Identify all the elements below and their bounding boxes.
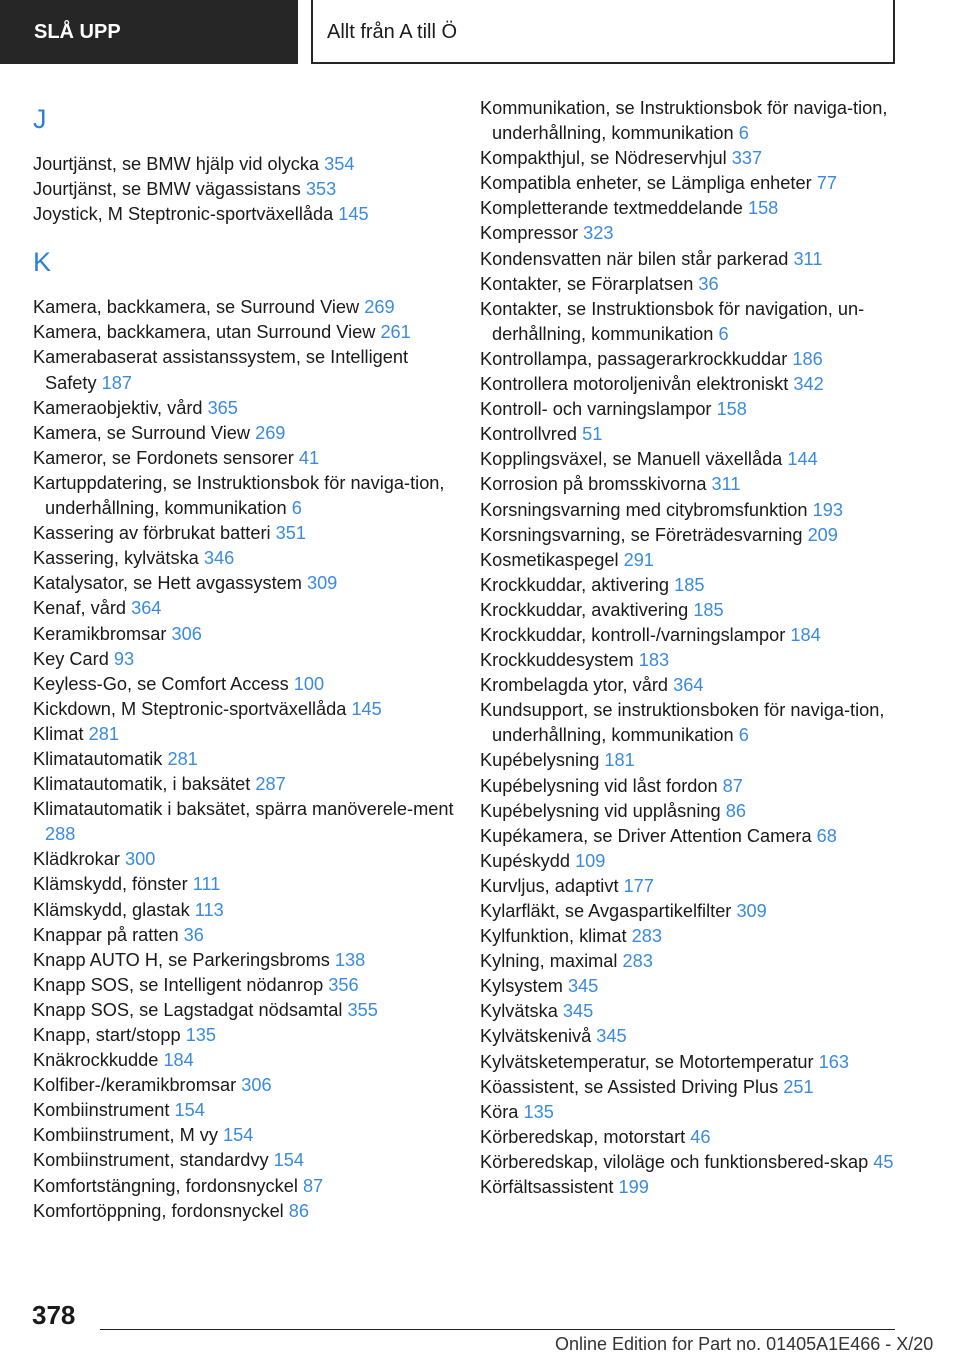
index-entry [480, 899, 900, 924]
entry-text: Klämskydd, glastak [33, 899, 190, 920]
entry-text: Kupéskydd [480, 850, 570, 871]
page-link[interactable]: 337 [731, 148, 763, 169]
entry-text: Kurvljus, adaptivt [480, 875, 619, 896]
entry-text: Krockkuddesystem [480, 650, 634, 671]
page-link[interactable]: 183 [638, 650, 670, 671]
index-entry [480, 347, 900, 372]
entry-text: Krockkuddar, aktivering [480, 574, 670, 595]
entry-text: Klämskydd, fönster [33, 874, 188, 895]
index-entry [33, 1174, 463, 1199]
index-entry [33, 672, 463, 697]
entry-text: Kickdown, M Steptronic-sportväxellåda [33, 698, 347, 719]
index-entry [33, 571, 463, 596]
index-entry [33, 747, 463, 772]
index-entry [33, 697, 463, 722]
index-entry [33, 320, 463, 345]
section-letter: K [33, 247, 52, 278]
index-entry [480, 698, 900, 748]
entry-text: Kassering av förbrukat batteri [33, 523, 271, 544]
entry-text: Krombelagda ytor, vård [480, 675, 669, 696]
page-link[interactable]: 300 [125, 849, 156, 870]
entry-text: Katalysator, se Hett avgassystem [33, 573, 302, 594]
page-link[interactable]: 283 [631, 926, 662, 947]
entry-text: Kosmetikaspegel [480, 549, 619, 570]
entry-text: Kameraobjektiv, vård [33, 397, 203, 418]
index-entry [33, 1073, 463, 1098]
page-link[interactable]: 365 [207, 397, 238, 418]
entry-text: Krockkuddar, kontroll-/varningslampor [480, 624, 786, 645]
index-entry [33, 1123, 463, 1148]
footer-text: Online Edition for Part no. 01405A1E466 - X/20 [555, 1334, 934, 1354]
entry-text: Korrosion på bromsskivorna [480, 474, 707, 495]
index-column-right [480, 96, 900, 1200]
page-link[interactable]: 342 [793, 374, 824, 395]
entry-text: Kombiinstrument, M vy [33, 1125, 218, 1146]
page-link[interactable]: 345 [567, 976, 599, 997]
entry-text: Kompressor [480, 223, 579, 244]
entry-text: Körberedskap, viloläge och funktionsbered-skap [480, 1151, 869, 1172]
entry-text: Kylvätskenivå [480, 1026, 592, 1047]
entry-text: Knapp SOS, se Lagstadgat nödsamtal [33, 999, 343, 1020]
page-link[interactable]: 288 [45, 824, 76, 845]
page-link[interactable]: 184 [790, 624, 821, 645]
index-entry [480, 171, 900, 196]
footer-divider [100, 1329, 895, 1330]
index-entry [480, 774, 900, 799]
entry-text: Kylvätsketemperatur, se Motortemperatur [480, 1051, 814, 1072]
entry-text: Kontakter, se Instruktionsbok för navigation, un-derhållning, kommunikation [480, 298, 865, 344]
page-link[interactable]: 111 [192, 874, 221, 895]
index-entry [33, 546, 463, 571]
index-entry [480, 924, 900, 949]
page-link[interactable]: 353 [305, 179, 337, 200]
entry-text: Kommunikation, se Instruktionsbok för naviga-tion, underhållning, kommunikation [480, 98, 888, 144]
page-link[interactable]: 135 [523, 1101, 554, 1122]
entry-text: Komfortstängning, fordonsnyckel [33, 1175, 298, 1196]
index-entry [33, 396, 463, 421]
index-entry [480, 824, 900, 849]
page-link[interactable]: 154 [174, 1100, 205, 1121]
index-entry [480, 422, 900, 447]
index-entry [33, 998, 463, 1023]
page-link[interactable]: 356 [328, 974, 359, 995]
index-entry [480, 573, 900, 598]
index-entry [480, 498, 900, 523]
page-link[interactable]: 158 [747, 198, 779, 219]
entry-text: Knappar på ratten [33, 924, 179, 945]
entry-text: Knapp AUTO H, se Parkeringsbroms [33, 949, 330, 970]
page-link[interactable]: 41 [298, 447, 320, 468]
index-entry [480, 648, 900, 673]
entry-text: Kupékamera, se Driver Attention Camera [480, 825, 812, 846]
page-link[interactable]: 36 [183, 924, 204, 945]
page-link[interactable]: 269 [255, 422, 286, 443]
entry-text: Kassering, kylvätska [33, 548, 199, 569]
entry-text: Kontroll- och varningslampor [480, 399, 712, 420]
entry-text: Kondensvatten när bilen står parkerad [480, 248, 789, 269]
page-link[interactable]: 355 [347, 999, 378, 1020]
entry-text: Komfortöppning, fordonsnyckel [33, 1200, 284, 1221]
index-entry [33, 1048, 463, 1073]
page-link[interactable]: 184 [163, 1050, 194, 1071]
section-tab[interactable]: SLÅ UPP [0, 0, 298, 64]
entry-text: Klädkrokar [33, 849, 120, 870]
index-entry [480, 1024, 900, 1049]
page-link[interactable]: 45 [873, 1151, 894, 1172]
page-link[interactable]: 345 [596, 1026, 627, 1047]
page-link[interactable]: 287 [255, 774, 286, 795]
entry-text: Jourtjänst, se BMW vägassistans [33, 179, 301, 200]
entry-text: Kamera, backkamera, utan Surround View [33, 322, 376, 343]
index-entry [33, 923, 463, 948]
page-header [0, 0, 960, 66]
index-entry [480, 247, 900, 272]
page-link[interactable]: 281 [167, 748, 198, 769]
index-entry [33, 345, 463, 395]
index-entry [480, 673, 900, 698]
index-entry [480, 949, 900, 974]
page-link[interactable]: 345 [562, 1001, 594, 1022]
page-link[interactable]: 100 [293, 673, 325, 694]
page-link[interactable]: 354 [324, 154, 355, 174]
page-link[interactable]: 86 [288, 1200, 310, 1221]
index-entry [480, 598, 900, 623]
page-link[interactable]: 113 [194, 899, 224, 920]
index-entry [33, 898, 463, 923]
page-link[interactable]: 36 [698, 273, 719, 294]
entry-text: Keramikbromsar [33, 623, 167, 644]
page-link[interactable]: 311 [793, 248, 823, 269]
entry-text: Kylarfläkt, se Avgaspartikelfilter [480, 901, 732, 921]
index-entry [480, 146, 900, 171]
entry-text: Klimatautomatik, i baksätet [33, 774, 251, 795]
page-link[interactable]: 135 [185, 1025, 217, 1045]
page-link[interactable]: 138 [334, 949, 366, 970]
entry-text: Kylning, maximal [480, 951, 618, 972]
entry-text: Körberedskap, motorstart [480, 1126, 686, 1147]
index-entry [33, 647, 463, 672]
page-link[interactable]: 323 [583, 223, 614, 244]
page-link[interactable]: 87 [722, 775, 743, 796]
index-entry [480, 1150, 900, 1175]
page-link[interactable]: 86 [725, 800, 746, 821]
index-entry [480, 272, 900, 297]
entry-text: Knapp, start/stopp [33, 1025, 181, 1045]
entry-text: Kupébelysning [480, 750, 600, 771]
page-link[interactable]: 158 [716, 399, 747, 420]
index-entry [33, 1148, 463, 1173]
entry-text: Knapp SOS, se Intelligent nödanrop [33, 974, 324, 995]
index-entry [480, 874, 900, 899]
entry-text: Kamera, backkamera, se Surround View [33, 297, 360, 318]
index-column-left [33, 96, 463, 1224]
page-link[interactable]: 181 [604, 750, 635, 771]
entry-text: Kameror, se Fordonets sensorer [33, 447, 294, 468]
index-entry [480, 799, 900, 824]
index-entry [480, 548, 900, 573]
page-link[interactable]: 46 [690, 1126, 711, 1147]
index-entry [33, 152, 463, 177]
index-entry [33, 622, 463, 647]
index-entry [33, 421, 463, 446]
index-entry [33, 772, 463, 797]
page-link[interactable]: 186 [792, 348, 823, 369]
entry-text: Kartuppdatering, se Instruktionsbok för naviga-tion, underhållning, kommunikation [33, 472, 445, 519]
page-link[interactable]: 185 [674, 574, 705, 595]
entry-text: Kylsystem [480, 976, 563, 997]
entry-text: Kombiinstrument, standardvy [33, 1150, 269, 1171]
page-link[interactable]: 193 [812, 499, 843, 520]
page-link[interactable]: 145 [351, 698, 382, 719]
entry-text: Key Card [33, 648, 109, 669]
index-entry [33, 973, 463, 998]
index-entry [480, 221, 900, 246]
index-entry [480, 849, 900, 874]
entry-text: Kamera, se Surround View [33, 422, 251, 443]
page-link[interactable]: 351 [275, 523, 306, 544]
page-link[interactable]: 68 [816, 825, 837, 846]
entry-text: Kontrollvred [480, 424, 578, 445]
index-entry [480, 1075, 900, 1100]
section-title: Allt från A till Ö [311, 0, 895, 64]
page-link[interactable]: 251 [783, 1076, 814, 1097]
page-link[interactable]: 209 [807, 524, 838, 545]
index-entry [33, 797, 463, 847]
page-link[interactable]: 109 [575, 850, 606, 871]
page-link[interactable]: 144 [787, 449, 818, 470]
entry-text: Kylfunktion, klimat [480, 926, 627, 947]
page-link[interactable]: 346 [203, 548, 235, 569]
entry-text: Keyless-Go, se Comfort Access [33, 673, 289, 694]
page-link[interactable]: 306 [171, 623, 202, 644]
index-entry [33, 1023, 463, 1048]
page-link[interactable]: 269 [364, 297, 395, 318]
page-link[interactable]: 187 [101, 372, 132, 393]
entry-text: Krockkuddar, avaktivering [480, 599, 689, 620]
page-link[interactable]: 177 [623, 875, 654, 896]
entry-text: Körfältsassistent [480, 1177, 614, 1198]
entry-text: Jourtjänst, se BMW hjälp vid olycka [33, 154, 320, 174]
section-letter: J [33, 104, 47, 134]
entry-text: Kolfiber-/keramikbromsar [33, 1075, 237, 1096]
index-entry [33, 596, 463, 621]
entry-text: Kompakthjul, se Nödreservhjul [480, 148, 727, 169]
page-link[interactable]: 199 [618, 1177, 649, 1198]
index-entry [480, 999, 900, 1024]
index-entry [33, 202, 463, 227]
entry-text: Köassistent, se Assisted Driving Plus [480, 1076, 779, 1097]
entry-text: Kontrollera motoroljenivån elektroniskt [480, 374, 789, 395]
entry-text: Korsningsvarning med citybromsfunktion [480, 499, 808, 520]
page-link[interactable]: 364 [673, 675, 704, 696]
page-link[interactable]: 163 [818, 1051, 849, 1072]
page-link[interactable]: 291 [623, 549, 654, 570]
index-entry [33, 872, 463, 897]
page-link[interactable]: 185 [693, 599, 724, 620]
page-link[interactable]: 93 [113, 648, 135, 669]
index-entry [480, 974, 900, 999]
index-entry [480, 1050, 900, 1075]
page-link[interactable]: 154 [223, 1125, 254, 1146]
entry-text: Kombiinstrument [33, 1100, 170, 1121]
index-entry [33, 1098, 463, 1123]
index-entry [33, 446, 463, 471]
page-link[interactable]: 309 [736, 901, 767, 921]
page-link[interactable]: 306 [241, 1075, 272, 1096]
page-link[interactable]: 154 [273, 1150, 304, 1171]
page-link[interactable]: 6 [738, 123, 749, 144]
page-link[interactable]: 51 [582, 424, 603, 445]
index-entry [480, 397, 900, 422]
page-number: 378 [32, 1300, 76, 1330]
index-entry [480, 1175, 900, 1200]
entry-text: Knäkrockkudde [33, 1050, 159, 1071]
index-entry [33, 177, 463, 202]
page-link[interactable]: 77 [816, 173, 837, 194]
entry-text: Kamerabaserat assistanssystem, se Intelligent Safety [33, 347, 409, 393]
entry-text: Klimat [33, 723, 84, 744]
entry-text: Kylvätska [480, 1001, 558, 1022]
entry-text: Klimatautomatik i baksätet, spärra manöverele-ment [33, 799, 454, 820]
page-link[interactable]: 145 [338, 204, 369, 225]
index-entry [33, 948, 463, 973]
page-link[interactable]: 6 [291, 498, 302, 519]
index-entry [480, 523, 900, 548]
index-entry [33, 521, 463, 546]
entry-text: Joystick, M Steptronic-sportväxellåda [33, 204, 334, 225]
index-entry [33, 1199, 463, 1224]
index-entry [480, 472, 900, 497]
index-entry [33, 471, 463, 521]
index-entry [480, 297, 900, 347]
entry-text: Kupébelysning vid låst fordon [480, 775, 718, 796]
index-entry [33, 847, 463, 872]
page-link[interactable]: 311 [711, 474, 741, 495]
page-link[interactable]: 87 [302, 1175, 324, 1196]
index-entry [33, 722, 463, 747]
index-entry [480, 196, 900, 221]
index-entry [480, 447, 900, 472]
entry-text: Kompatibla enheter, se Lämpliga enheter [480, 173, 812, 194]
entry-text: Köra [480, 1101, 519, 1122]
entry-text: Kenaf, vård [33, 598, 127, 619]
entry-text: Kontakter, se Förarplatsen [480, 273, 694, 294]
page-link[interactable]: 281 [88, 723, 119, 744]
page-link[interactable]: 309 [306, 573, 338, 594]
index-entry [480, 1100, 900, 1125]
page-link[interactable]: 283 [622, 951, 653, 972]
entry-text: Kontrollampa, passagerarkrockkuddar [480, 348, 788, 369]
page-link[interactable]: 364 [131, 598, 162, 619]
index-entry [33, 295, 463, 320]
entry-text: Korsningsvarning, se Företrädesvarning [480, 524, 803, 545]
page-link[interactable]: 6 [718, 323, 729, 344]
index-entry [480, 372, 900, 397]
index-entry [480, 623, 900, 648]
entry-text: Kopplingsväxel, se Manuell växellåda [480, 449, 783, 470]
entry-text: Kupébelysning vid upplåsning [480, 800, 721, 821]
index-entry [480, 748, 900, 773]
entry-text: Kundsupport, se instruktionsboken för naviga-tion, underhållning, kommunikation [480, 700, 885, 746]
index-entry [480, 96, 900, 146]
page-link[interactable]: 261 [380, 322, 411, 343]
entry-text: Kompletterande textmeddelande [480, 198, 743, 219]
page-link[interactable]: 6 [738, 725, 749, 746]
index-entry [480, 1125, 900, 1150]
entry-text: Klimatautomatik [33, 748, 163, 769]
